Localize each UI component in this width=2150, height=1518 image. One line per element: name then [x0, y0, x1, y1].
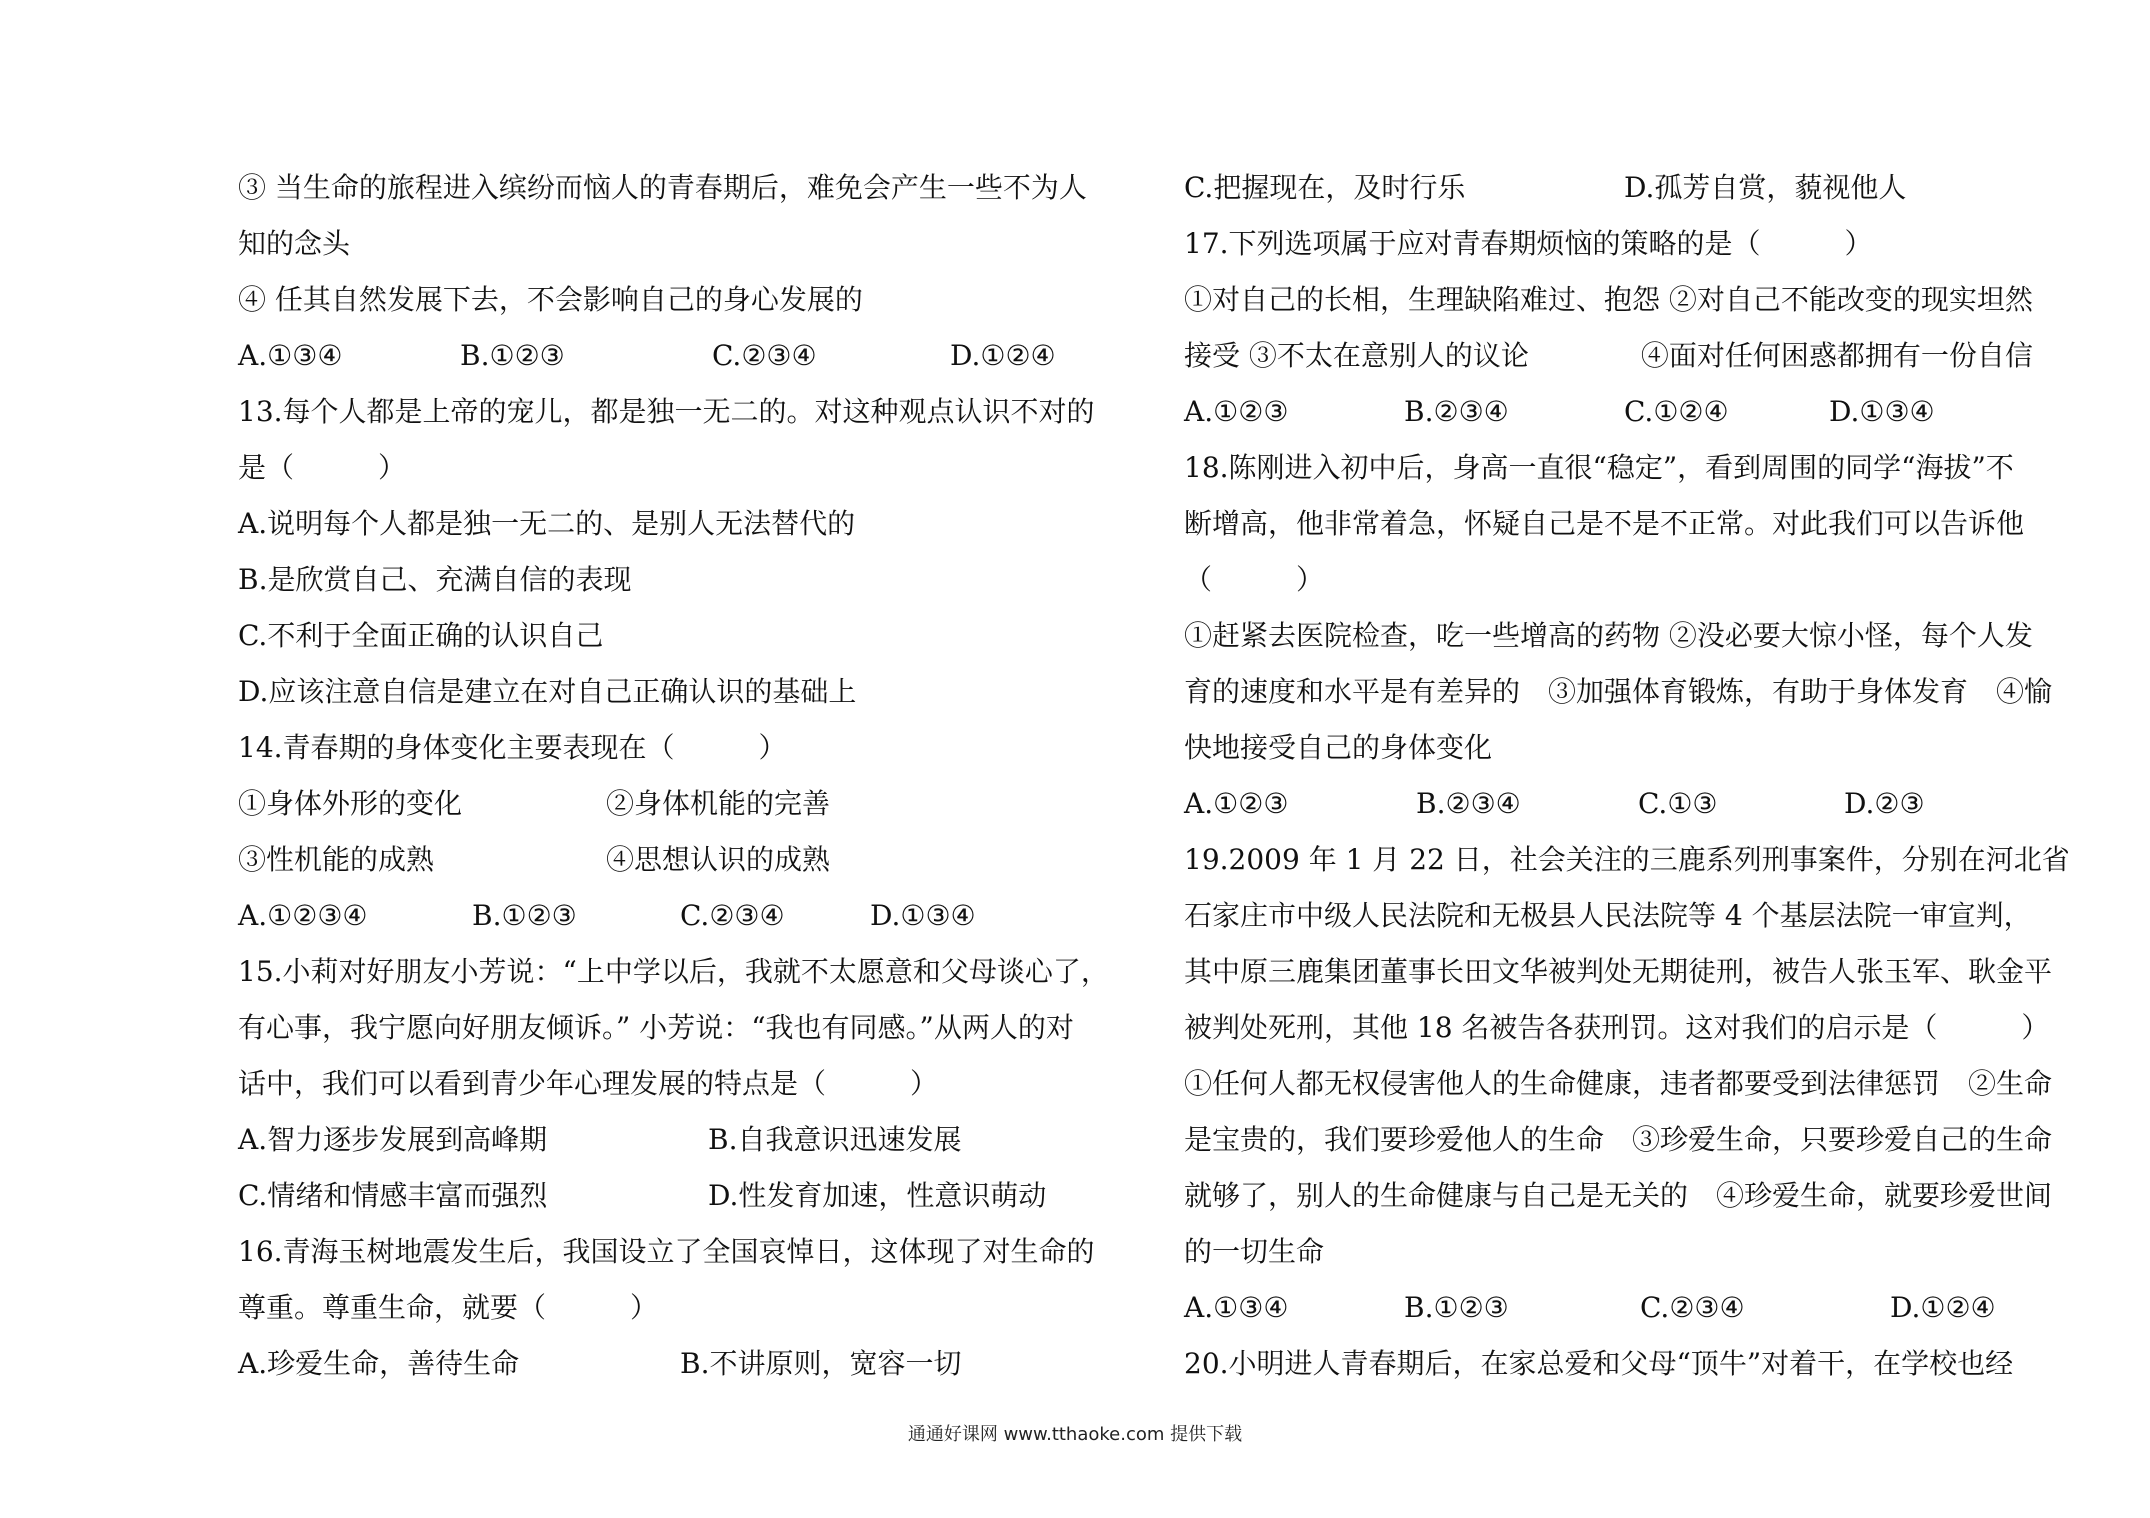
q17-option-b: B.②③④	[1404, 395, 1509, 428]
q16-option-b: B.不讲原则，宽容一切	[680, 1347, 962, 1380]
q15-options-row1	[238, 1112, 1138, 1168]
q19-items-line3: 就够了，别人的生命健康与自己是无关的 ④珍爱生命，就要珍爱世间	[1184, 1179, 2053, 1212]
q17-items-line2: 接受 ③不太在意别人的议论 ④面对任何困惑都拥有一份自信	[1184, 339, 2033, 372]
q12-option-c: C.②③④	[712, 339, 817, 372]
q15-options-row2	[238, 1168, 1138, 1224]
q13-stem-line2: 是（ ）	[238, 451, 407, 484]
item-3-line2: 知的念头	[238, 227, 351, 260]
q17-option-a: A.①②③	[1184, 395, 1289, 428]
q14-option-a: A.①②③④	[238, 899, 368, 932]
q16-options-row2	[1184, 160, 2094, 216]
q18-option-c: C.①③	[1638, 787, 1718, 820]
q19-stem-line1: 19.2009 年 1 月 22 日，社会关注的三鹿系列刑事案件，分别在河北省	[1184, 843, 2070, 876]
q13-option-a: A.说明每个人都是独一无二的、是别人无法替代的	[238, 507, 856, 540]
q14-item-4: ④思想认识的成熟	[606, 843, 831, 876]
q17-option-c: C.①②④	[1624, 395, 1729, 428]
q16-option-d: D.孤芳自赏，藐视他人	[1624, 171, 1907, 204]
q19-option-a: A.①③④	[1184, 1291, 1289, 1324]
q16-options-row1	[238, 1336, 1138, 1392]
q17-items-line1: ①对自己的长相，生理缺陷难过、抱怨 ②对自己不能改变的现实坦然	[1184, 283, 2033, 316]
q18-items-line1: ①赶紧去医院检查，吃一些增高的药物 ②没必要大惊小怪，每个人发	[1184, 619, 2033, 652]
q16-option-c: C.把握现在，及时行乐	[1184, 171, 1466, 204]
q16-stem-line2: 尊重。尊重生命，就要（ ）	[238, 1291, 659, 1324]
q17-option-d: D.①③④	[1829, 395, 1935, 428]
q13-stem-line1: 13.每个人都是上帝的宠儿，都是独一无二的。对这种观点认识不对的	[238, 395, 1095, 428]
q18-options	[1184, 776, 2094, 832]
q19-option-c: C.②③④	[1640, 1291, 1745, 1324]
item-3-line1: ③ 当生命的旅程进入缤纷而恼人的青春期后，难免会产生一些不为人	[238, 171, 1087, 204]
q19-stem-line3: 其中原三鹿集团董事长田文华被判处无期徒刑，被告人张玉军、耿金平	[1184, 955, 2053, 988]
q18-option-b: B.②③④	[1416, 787, 1521, 820]
q13-option-d: D.应该注意自信是建立在对自己正确认识的基础上	[238, 675, 857, 708]
q19-option-d: D.①②④	[1890, 1291, 1996, 1324]
q19-items-line1: ①任何人都无权侵害他人的生命健康，违者都要受到法律惩罚 ②生命	[1184, 1067, 2053, 1100]
item-4: ④ 任其自然发展下去，不会影响自己的身心发展的	[238, 283, 863, 316]
q15-stem-line3: 话中，我们可以看到青少年心理发展的特点是（ ）	[238, 1067, 939, 1100]
q14-items-row2	[238, 832, 1138, 888]
q14-items-row1	[238, 776, 1138, 832]
q15-option-a: A.智力逐步发展到高峰期	[238, 1123, 548, 1156]
q15-stem-line1: 15.小莉对好朋友小芳说：“上中学以后，我就不太愿意和父母谈心了，	[238, 955, 1109, 988]
q18-stem-line1: 18.陈刚进入初中后，身高一直很“稳定”，看到周围的同学“海拔”不	[1184, 451, 2014, 484]
q14-item-2: ②身体机能的完善	[606, 787, 831, 820]
q15-option-b: B.自我意识迅速发展	[708, 1123, 962, 1156]
q18-option-d: D.②③	[1844, 787, 1925, 820]
q12-option-a: A.①③④	[238, 339, 343, 372]
q14-option-c: C.②③④	[680, 899, 785, 932]
q20-stem-line1: 20.小明进人青春期后，在家总爱和父母“顶牛”对着干，在学校也经	[1184, 1347, 2014, 1380]
q14-option-b: B.①②③	[472, 899, 577, 932]
q12-options	[238, 328, 1138, 384]
q18-option-a: A.①②③	[1184, 787, 1289, 820]
footer-download-note: 通通好课网 www.tthaoke.com 提供下载	[907, 1424, 1243, 1445]
q12-option-b: B.①②③	[460, 339, 565, 372]
q14-options	[238, 888, 1138, 944]
q14-item-3: ③性机能的成熟	[238, 843, 435, 876]
q12-option-d: D.①②④	[950, 339, 1056, 372]
q16-stem-line1: 16.青海玉树地震发生后，我国设立了全国哀悼日，这体现了对生命的	[238, 1235, 1095, 1268]
q19-stem-line2: 石家庄市中级人民法院和无极县人民法院等 4 个基层法院一审宣判，	[1184, 899, 2032, 932]
q13-option-b: B.是欣赏自己、充满自信的表现	[238, 563, 632, 596]
q15-option-d: D.性发育加速，性意识萌动	[708, 1179, 1047, 1212]
q17-stem: 17.下列选项属于应对青春期烦恼的策略的是（ ）	[1184, 227, 1873, 260]
q15-stem-line2: 有心事，我宁愿向好朋友倾诉。” 小芳说：“我也有同感。”从两人的对	[238, 1011, 1074, 1044]
q16-option-a: A.珍爱生命，善待生命	[238, 1347, 520, 1380]
q19-items-line4: 的一切生命	[1184, 1235, 1325, 1268]
q13-option-c: C.不利于全面正确的认识自己	[238, 619, 604, 652]
q18-items-line3: 快地接受自己的身体变化	[1184, 731, 1493, 764]
q14-item-1: ①身体外形的变化	[238, 787, 463, 820]
q18-items-line2: 育的速度和水平是有差异的 ③加强体育锻炼，有助于身体发育 ④愉	[1184, 675, 2053, 708]
q15-option-c: C.情绪和情感丰富而强烈	[238, 1179, 548, 1212]
q19-stem-line4: 被判处死刑，其他 18 名被告各获刑罚。这对我们的启示是（ ）	[1184, 1011, 2050, 1044]
q14-stem: 14.青春期的身体变化主要表现在（ ）	[238, 731, 787, 764]
q19-items-line2: 是宝贵的，我们要珍爱他人的生命 ③珍爱生命，只要珍爱自己的生命	[1184, 1123, 2053, 1156]
left-column	[238, 160, 1138, 1392]
q18-stem-line3: （ ）	[1184, 563, 1325, 596]
q19-options	[1184, 1280, 2094, 1336]
q17-options	[1184, 384, 2094, 440]
right-column	[1184, 160, 2094, 1392]
q14-option-d: D.①③④	[870, 899, 976, 932]
q18-stem-line2: 断增高，他非常着急，怀疑自己是不是不正常。对此我们可以告诉他	[1184, 507, 2025, 540]
q19-option-b: B.①②③	[1404, 1291, 1509, 1324]
